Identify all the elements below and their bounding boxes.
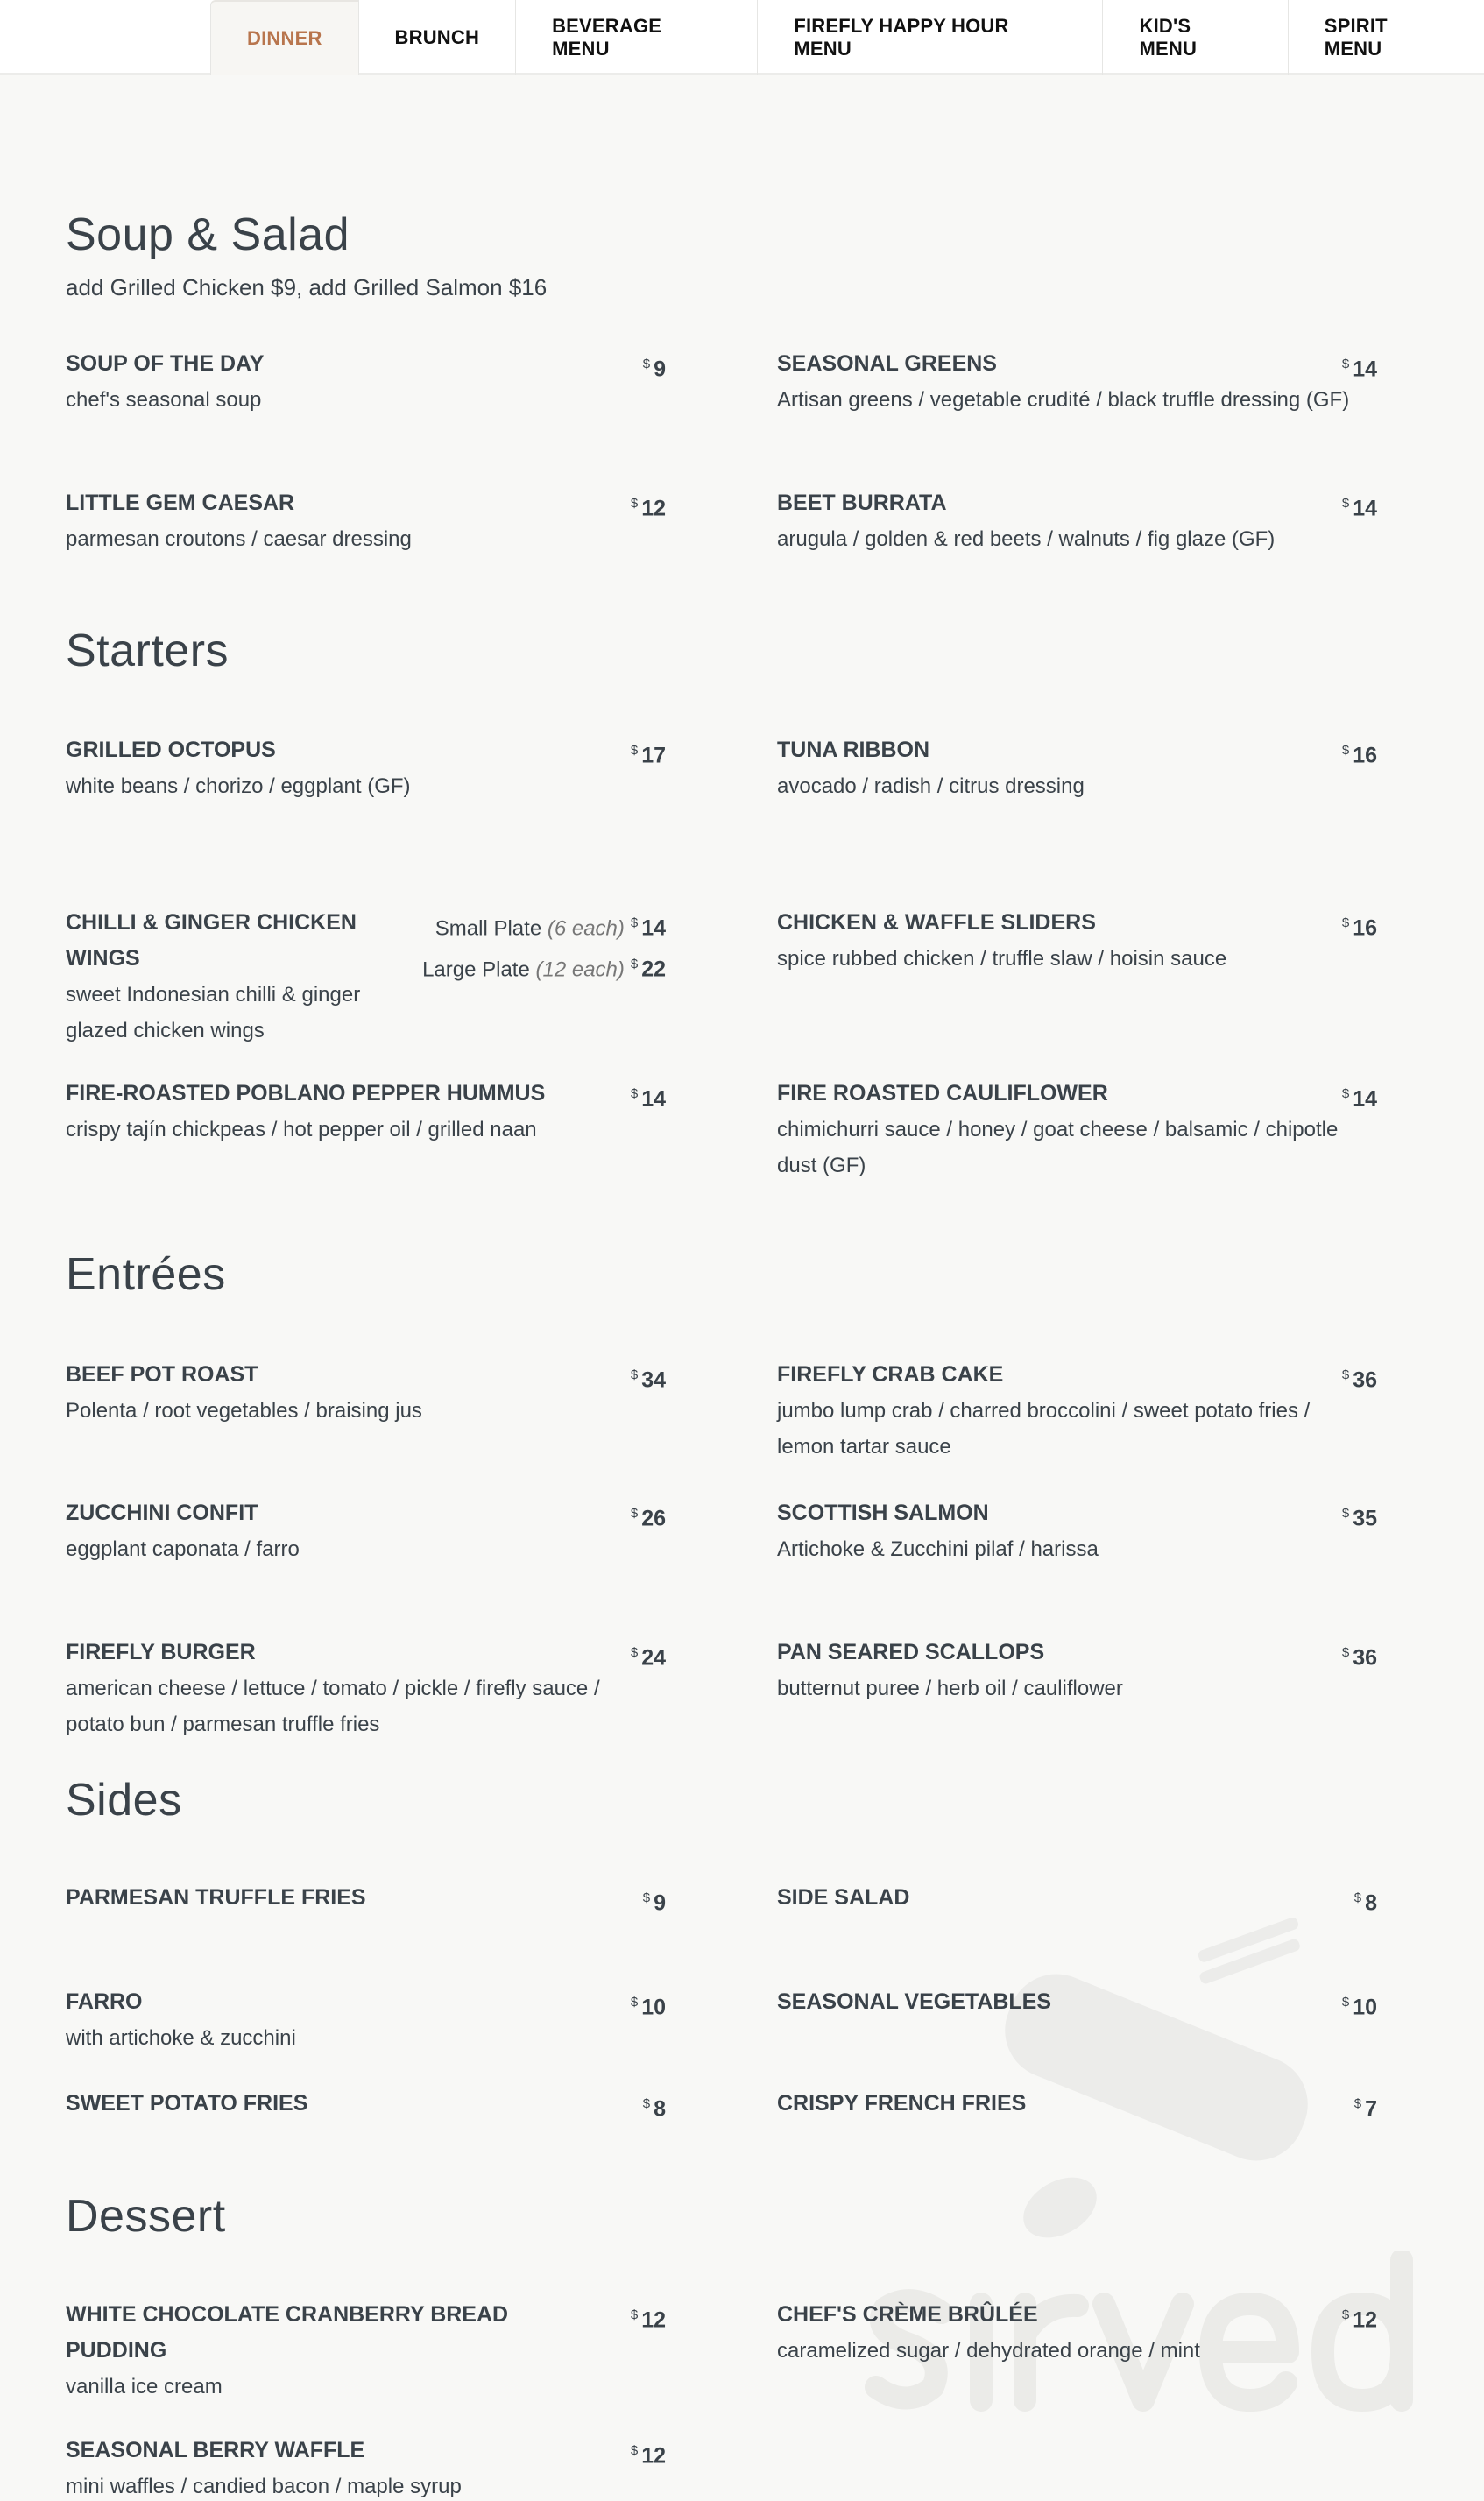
currency-symbol: $ <box>630 957 639 972</box>
item-name: SWEET POTATO FRIES <box>66 2091 308 2116</box>
currency-symbol: $ <box>630 1086 639 1101</box>
menu-item <box>66 2297 666 2405</box>
option-text <box>435 916 625 940</box>
option-price: 14 <box>641 915 666 941</box>
menu-item <box>777 1635 1377 1706</box>
menu-item <box>66 1495 666 1567</box>
item-name: CRISPY FRENCH FRIES <box>777 2091 1027 2116</box>
section-title: Soup & Salad <box>66 209 350 260</box>
tab-brunch[interactable]: BRUNCH <box>358 0 516 75</box>
menu-nav <box>0 0 1484 75</box>
price-value: 12 <box>1353 2307 1377 2333</box>
item-name: SEASONAL VEGETABLES <box>777 1989 1052 2014</box>
item-price <box>422 905 666 988</box>
item-description: chimichurri sauce / honey / goat cheese / balsamic / chipotle dust (GF) <box>777 1118 1339 1177</box>
menu-item <box>777 1076 1377 1183</box>
item-name: SOUP OF THE DAY <box>66 351 265 376</box>
price-value: 8 <box>1365 1890 1377 1916</box>
menu-item <box>66 1076 666 1148</box>
currency-symbol: $ <box>1341 915 1350 930</box>
item-price <box>631 2297 666 2338</box>
menu-item <box>66 1357 666 1429</box>
currency-symbol: $ <box>630 1367 639 1382</box>
item-price <box>1342 1076 1377 1117</box>
item-description: eggplant caponata / farro <box>66 1537 300 1561</box>
price-value: 14 <box>641 1086 666 1112</box>
price-value: 24 <box>641 1645 666 1671</box>
item-name: FIREFLY CRAB CAKE <box>777 1362 1004 1387</box>
section-title: Starters <box>66 625 230 676</box>
item-name: SEASONAL GREENS <box>777 351 997 376</box>
item-name: FIRE ROASTED CAULIFLOWER <box>777 1081 1108 1106</box>
currency-symbol: $ <box>642 2096 651 2111</box>
currency-symbol: $ <box>630 2307 639 2322</box>
menu-item <box>777 2086 1377 2122</box>
item-price <box>631 1076 666 1117</box>
item-name: PAN SEARED SCALLOPS <box>777 1640 1045 1664</box>
menu-item <box>66 2086 666 2122</box>
item-description: white beans / chorizo / eggplant (GF) <box>66 774 411 798</box>
item-name: SEASONAL BERRY WAFFLE <box>66 2438 365 2462</box>
menu-item <box>66 485 666 557</box>
item-price <box>631 1357 666 1398</box>
item-name: SCOTTISH SALMON <box>777 1501 989 1525</box>
price-value: 36 <box>1353 1645 1377 1671</box>
menu-item <box>777 1880 1377 1916</box>
item-price <box>631 1635 666 1676</box>
price-value: 10 <box>641 1995 666 2020</box>
option-quantity: (6 each) <box>547 916 625 941</box>
item-name: WHITE CHOCOLATE CRANBERRY BREAD PUDDING <box>66 2302 509 2363</box>
menu-item <box>66 905 666 1049</box>
menu-item <box>777 346 1377 418</box>
item-price <box>1342 1635 1377 1676</box>
currency-symbol: $ <box>630 496 639 511</box>
currency-symbol: $ <box>630 1995 639 2010</box>
item-description: crispy tajín chickpeas / hot pepper oil / grilled naan <box>66 1118 537 1141</box>
currency-symbol: $ <box>1341 1506 1350 1521</box>
item-name: BEEF POT ROAST <box>66 1362 258 1387</box>
item-description: jumbo lump crab / charred broccolini / sweet potato fries / lemon tartar sauce <box>777 1399 1311 1459</box>
price-value: 14 <box>1353 1086 1377 1112</box>
item-name: LITTLE GEM CAESAR <box>66 491 295 515</box>
price-option <box>422 905 666 946</box>
price-value: 35 <box>1353 1506 1377 1531</box>
section-title: Entrées <box>66 1249 226 1300</box>
menu-item <box>66 2433 666 2501</box>
currency-symbol: $ <box>630 1506 639 1521</box>
menu-item <box>777 1984 1377 2020</box>
item-name: ZUCCHINI CONFIT <box>66 1501 258 1525</box>
currency-symbol: $ <box>630 915 639 930</box>
item-name: FIREFLY BURGER <box>66 1640 256 1664</box>
price-value: 17 <box>641 743 666 768</box>
item-price <box>1342 732 1377 774</box>
option-text <box>422 958 625 982</box>
option-label: Small Plate <box>435 916 542 941</box>
item-price <box>643 1880 666 1921</box>
price-value: 10 <box>1353 1995 1377 2020</box>
currency-symbol: $ <box>1341 1086 1350 1101</box>
price-value: 12 <box>641 2443 666 2469</box>
price-value: 12 <box>641 2307 666 2333</box>
currency-symbol: $ <box>1341 743 1350 758</box>
tab-beverage-menu[interactable]: BEVERAGE MENU <box>515 0 757 75</box>
menu-item <box>777 485 1377 557</box>
item-description: butternut puree / herb oil / cauliflower <box>777 1677 1123 1700</box>
item-description: american cheese / lettuce / tomato / pickle / firefly sauce / potato bun / parmesan truffle fries <box>66 1677 600 1736</box>
price-value: 36 <box>1353 1367 1377 1393</box>
option-price: 22 <box>641 957 666 982</box>
item-name: CHICKEN & WAFFLE SLIDERS <box>777 910 1096 935</box>
currency-symbol: $ <box>642 1890 651 1905</box>
item-name: CHEF'S CRÈME BRÛLÉE <box>777 2302 1038 2327</box>
item-description: caramelized sugar / dehydrated orange / mint <box>777 2339 1200 2363</box>
item-price <box>1342 2297 1377 2338</box>
menu-item <box>66 732 666 804</box>
option-quantity: (12 each) <box>535 957 625 982</box>
price-option <box>422 946 666 987</box>
item-description: with artichoke & zucchini <box>66 2026 296 2050</box>
item-price <box>631 485 666 526</box>
price-value: 9 <box>654 1890 666 1916</box>
price-value: 26 <box>641 1506 666 1531</box>
utensils-watermark-icon <box>981 1918 1332 2251</box>
price-value: 8 <box>654 2096 666 2122</box>
currency-symbol: $ <box>1341 1645 1350 1660</box>
menu-item <box>66 1635 666 1742</box>
currency-symbol: $ <box>1341 496 1350 511</box>
currency-symbol: $ <box>630 1645 639 1660</box>
item-description: parmesan croutons / caesar dressing <box>66 527 412 551</box>
item-price <box>1342 346 1377 387</box>
item-name: SIDE SALAD <box>777 1885 910 1910</box>
item-description: arugula / golden & red beets / walnuts / fig glaze (GF) <box>777 527 1276 551</box>
currency-symbol: $ <box>1353 1890 1362 1905</box>
menu-item <box>777 1357 1377 1465</box>
currency-symbol: $ <box>1341 2307 1350 2322</box>
currency-symbol: $ <box>630 2443 639 2458</box>
currency-symbol: $ <box>642 357 651 371</box>
item-description: avocado / radish / citrus dressing <box>777 774 1085 798</box>
item-price <box>1342 1357 1377 1398</box>
menu-item <box>66 1984 666 2056</box>
menu-item <box>777 905 1377 977</box>
tab-kid-s-menu[interactable]: KID'S MENU <box>1102 0 1287 75</box>
item-name: FIRE-ROASTED POBLANO PEPPER HUMMUS <box>66 1081 546 1106</box>
menu-tabs <box>210 0 1484 75</box>
item-price <box>643 2086 666 2127</box>
item-description: Artisan greens / vegetable crudité / black truffle dressing (GF) <box>777 388 1350 412</box>
item-name: BEET BURRATA <box>777 491 947 515</box>
section-title: Sides <box>66 1775 182 1826</box>
section-note: add Grilled Chicken $9, add Grilled Salmon $16 <box>66 274 548 300</box>
currency-symbol: $ <box>1341 357 1350 371</box>
item-description: vanilla ice cream <box>66 2375 223 2399</box>
item-price <box>1342 1984 1377 2025</box>
item-name: FARRO <box>66 1989 143 2014</box>
currency-symbol: $ <box>1353 2096 1362 2111</box>
price-value: 12 <box>641 496 666 521</box>
item-name: GRILLED OCTOPUS <box>66 738 276 762</box>
item-price <box>631 2433 666 2474</box>
menu-item <box>777 2297 1377 2369</box>
item-price <box>1342 1495 1377 1537</box>
price-value: 16 <box>1353 915 1377 941</box>
price-value: 34 <box>641 1367 666 1393</box>
item-price <box>1342 485 1377 526</box>
item-price <box>1342 905 1377 946</box>
item-price <box>631 1984 666 2025</box>
menu-item <box>66 1880 666 1916</box>
menu-item <box>777 732 1377 804</box>
item-price <box>1354 2086 1377 2127</box>
section-title: Dessert <box>66 2191 226 2242</box>
item-name: CHILLI & GINGER CHICKEN WINGS <box>66 910 357 971</box>
item-description: mini waffles / candied bacon / maple syrup <box>66 2475 462 2498</box>
option-label: Large Plate <box>422 957 530 982</box>
menu-item <box>66 346 666 418</box>
price-value: 14 <box>1353 496 1377 521</box>
item-description: spice rubbed chicken / truffle slaw / hoisin sauce <box>777 947 1227 971</box>
menu-item <box>777 1495 1377 1567</box>
price-value: 9 <box>654 357 666 382</box>
item-name: PARMESAN TRUFFLE FRIES <box>66 1885 366 1910</box>
currency-symbol: $ <box>1341 1367 1350 1382</box>
price-value: 7 <box>1365 2096 1377 2122</box>
price-value: 16 <box>1353 743 1377 768</box>
item-description: Polenta / root vegetables / braising jus <box>66 1399 422 1423</box>
item-description: chef's seasonal soup <box>66 388 262 412</box>
item-description: sweet Indonesian chilli & ginger glazed chicken wings <box>66 983 361 1042</box>
item-price <box>631 732 666 774</box>
item-price <box>643 346 666 387</box>
item-price <box>1354 1880 1377 1921</box>
item-description: Artichoke & Zucchini pilaf / harissa <box>777 1537 1099 1561</box>
price-value: 14 <box>1353 357 1377 382</box>
item-name: TUNA RIBBON <box>777 738 930 762</box>
tab-dinner[interactable]: DINNER <box>210 0 358 75</box>
currency-symbol: $ <box>1341 1995 1350 2010</box>
tab-firefly-happy-hour-menu[interactable]: FIREFLY HAPPY HOUR MENU <box>757 0 1102 75</box>
currency-symbol: $ <box>630 743 639 758</box>
tab-spirit-menu[interactable]: SPIRIT MENU <box>1288 0 1484 75</box>
item-price <box>631 1495 666 1537</box>
